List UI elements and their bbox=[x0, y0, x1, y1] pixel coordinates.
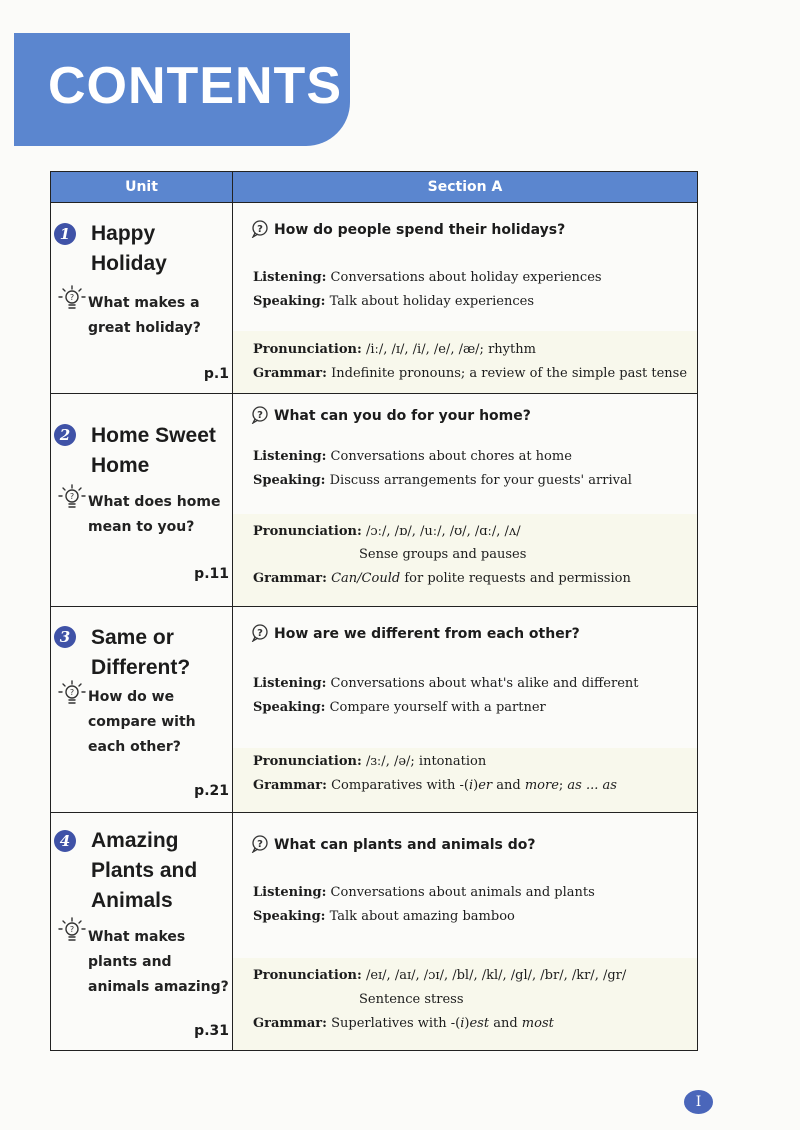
page-number-badge: I bbox=[684, 1090, 713, 1114]
pronunciation-text: /ɜː/, /ə/; intonation bbox=[365, 754, 487, 769]
section-question: How do people spend their holidays? bbox=[274, 222, 566, 238]
unit-row-3 bbox=[51, 607, 698, 813]
svg-text:?: ? bbox=[69, 925, 75, 934]
grammar-text-a: Superlatives with -( bbox=[331, 1016, 461, 1031]
pronunciation-label: Pronunciation: bbox=[253, 524, 362, 539]
unit-number-badge: 3 bbox=[54, 626, 76, 648]
lightbulb-question-icon bbox=[57, 917, 87, 943]
section-question-row bbox=[251, 220, 565, 238]
grammar-text-e: and bbox=[489, 1016, 522, 1031]
listening-label: Listening: bbox=[253, 449, 327, 464]
listening-text: Conversations about animals and plants bbox=[330, 885, 595, 900]
grammar-label: Grammar: bbox=[253, 1016, 327, 1031]
pronunciation-extra: Sentence stress bbox=[359, 992, 464, 1007]
grammar-text-d: est bbox=[469, 1016, 490, 1031]
contents-table bbox=[50, 171, 698, 1051]
svg-text:?: ? bbox=[69, 688, 75, 697]
unit-row-2 bbox=[51, 394, 698, 607]
unit-question: What does home mean to you? bbox=[88, 494, 221, 535]
speech-question-icon bbox=[251, 406, 269, 424]
section-a-cell bbox=[233, 813, 698, 1051]
pronunciation-label: Pronunciation: bbox=[253, 754, 362, 769]
svg-text:?: ? bbox=[257, 410, 263, 421]
grammar-text-h: as ... as bbox=[567, 778, 617, 793]
section-question-row bbox=[251, 406, 531, 424]
grammar-label: Grammar: bbox=[253, 571, 327, 586]
speaking-text: Discuss arrangements for your guests' arrival bbox=[329, 473, 632, 488]
section-question: What can you do for your home? bbox=[274, 408, 531, 424]
grammar-text: Indefinite pronouns; a review of the simple past tense bbox=[331, 366, 688, 381]
unit-number-badge: 2 bbox=[54, 424, 76, 446]
grammar-text-b: i bbox=[468, 778, 474, 793]
section-question: What can plants and animals do? bbox=[274, 837, 536, 853]
unit-row-1 bbox=[51, 203, 698, 394]
section-a-cell bbox=[233, 607, 698, 813]
grammar-text-d: er bbox=[478, 778, 493, 793]
speech-question-icon bbox=[251, 835, 269, 853]
section-question-row bbox=[251, 835, 535, 853]
grammar-text-f: more bbox=[524, 778, 559, 793]
lightbulb-question-icon bbox=[57, 484, 87, 510]
speaking-label: Speaking: bbox=[253, 294, 326, 309]
page-reference[interactable]: p.31 bbox=[194, 1023, 229, 1039]
unit-cell bbox=[51, 607, 233, 813]
section-question: How are we different from each other? bbox=[274, 626, 580, 642]
listening-text: Conversations about holiday experiences bbox=[330, 270, 602, 285]
unit-cell bbox=[51, 394, 233, 607]
grammar-modal-verbs: Can/Could bbox=[331, 571, 401, 586]
pronunciation-text: /ɔː/, /ɒ/, /uː/, /ʊ/, /ɑː/, /ʌ/ bbox=[365, 524, 521, 539]
grammar-text: for polite requests and permission bbox=[404, 571, 631, 586]
speaking-label: Speaking: bbox=[253, 473, 326, 488]
unit-question: How do we compare with each other? bbox=[88, 689, 196, 755]
speaking-text: Compare yourself with a partner bbox=[329, 700, 546, 715]
unit-title[interactable]: Home Sweet Home bbox=[91, 424, 216, 477]
unit-cell bbox=[51, 813, 233, 1051]
speaking-text: Talk about holiday experiences bbox=[329, 294, 535, 309]
speech-question-icon bbox=[251, 220, 269, 238]
section-a-cell bbox=[233, 394, 698, 607]
unit-question: What makes a great holiday? bbox=[88, 295, 201, 336]
unit-number-badge: 1 bbox=[54, 223, 76, 245]
grammar-text-a: Comparatives with -( bbox=[331, 778, 469, 793]
unit-title[interactable]: Amazing Plants and Animals bbox=[91, 829, 198, 912]
speaking-text: Talk about amazing bamboo bbox=[329, 909, 515, 924]
unit-number-badge: 4 bbox=[54, 830, 76, 852]
speaking-label: Speaking: bbox=[253, 700, 326, 715]
pronunciation-text: /iː/, /ɪ/, /i/, /e/, /æ/; rhythm bbox=[365, 342, 536, 357]
unit-cell bbox=[51, 203, 233, 394]
lightbulb-question-icon bbox=[57, 285, 87, 311]
svg-text:?: ? bbox=[257, 628, 263, 639]
grammar-text-c: ) bbox=[473, 778, 479, 793]
svg-text:?: ? bbox=[69, 293, 75, 302]
pronunciation-text: /eɪ/, /aɪ/, /ɔɪ/, /bl/, /kl/, /gl/, /br/, /kr/, /gr/ bbox=[365, 968, 627, 983]
grammar-text-b: i bbox=[460, 1016, 465, 1031]
svg-text:?: ? bbox=[257, 224, 263, 235]
page-reference[interactable]: p.11 bbox=[194, 566, 229, 582]
lightbulb-question-icon bbox=[57, 680, 87, 706]
grammar-label: Grammar: bbox=[253, 778, 327, 793]
page-reference[interactable]: p.21 bbox=[194, 783, 229, 799]
svg-text:?: ? bbox=[257, 839, 263, 850]
pronunciation-label: Pronunciation: bbox=[253, 968, 362, 983]
section-a-cell bbox=[233, 203, 698, 394]
svg-text:?: ? bbox=[69, 492, 75, 501]
pronunciation-label: Pronunciation: bbox=[253, 342, 362, 357]
grammar-text-e: and bbox=[492, 778, 525, 793]
table-header-row bbox=[51, 172, 698, 203]
listening-label: Listening: bbox=[253, 885, 327, 900]
grammar-text-c: ) bbox=[464, 1016, 470, 1031]
pronunciation-extra: Sense groups and pauses bbox=[359, 547, 527, 562]
unit-row-4 bbox=[51, 813, 698, 1051]
listening-text: Conversations about what's alike and different bbox=[330, 676, 639, 691]
page-title: CONTENTS bbox=[48, 57, 342, 115]
page-reference[interactable]: p.1 bbox=[203, 366, 229, 382]
unit-title[interactable]: Happy Holiday bbox=[91, 222, 167, 275]
speech-question-icon bbox=[251, 624, 269, 642]
speaking-label: Speaking: bbox=[253, 909, 326, 924]
listening-label: Listening: bbox=[253, 676, 327, 691]
grammar-text-g: ; bbox=[558, 778, 568, 793]
section-question-row bbox=[251, 624, 580, 642]
unit-column-header: Unit bbox=[51, 172, 233, 203]
grammar-text-f: most bbox=[521, 1016, 554, 1031]
unit-question: What makes plants and animals amazing? bbox=[88, 929, 229, 995]
section-a-column-header: Section A bbox=[233, 172, 698, 203]
listening-label: Listening: bbox=[253, 270, 327, 285]
grammar-label: Grammar: bbox=[253, 366, 327, 381]
listening-text: Conversations about chores at home bbox=[330, 449, 572, 464]
unit-title[interactable]: Same or Different? bbox=[91, 626, 191, 679]
